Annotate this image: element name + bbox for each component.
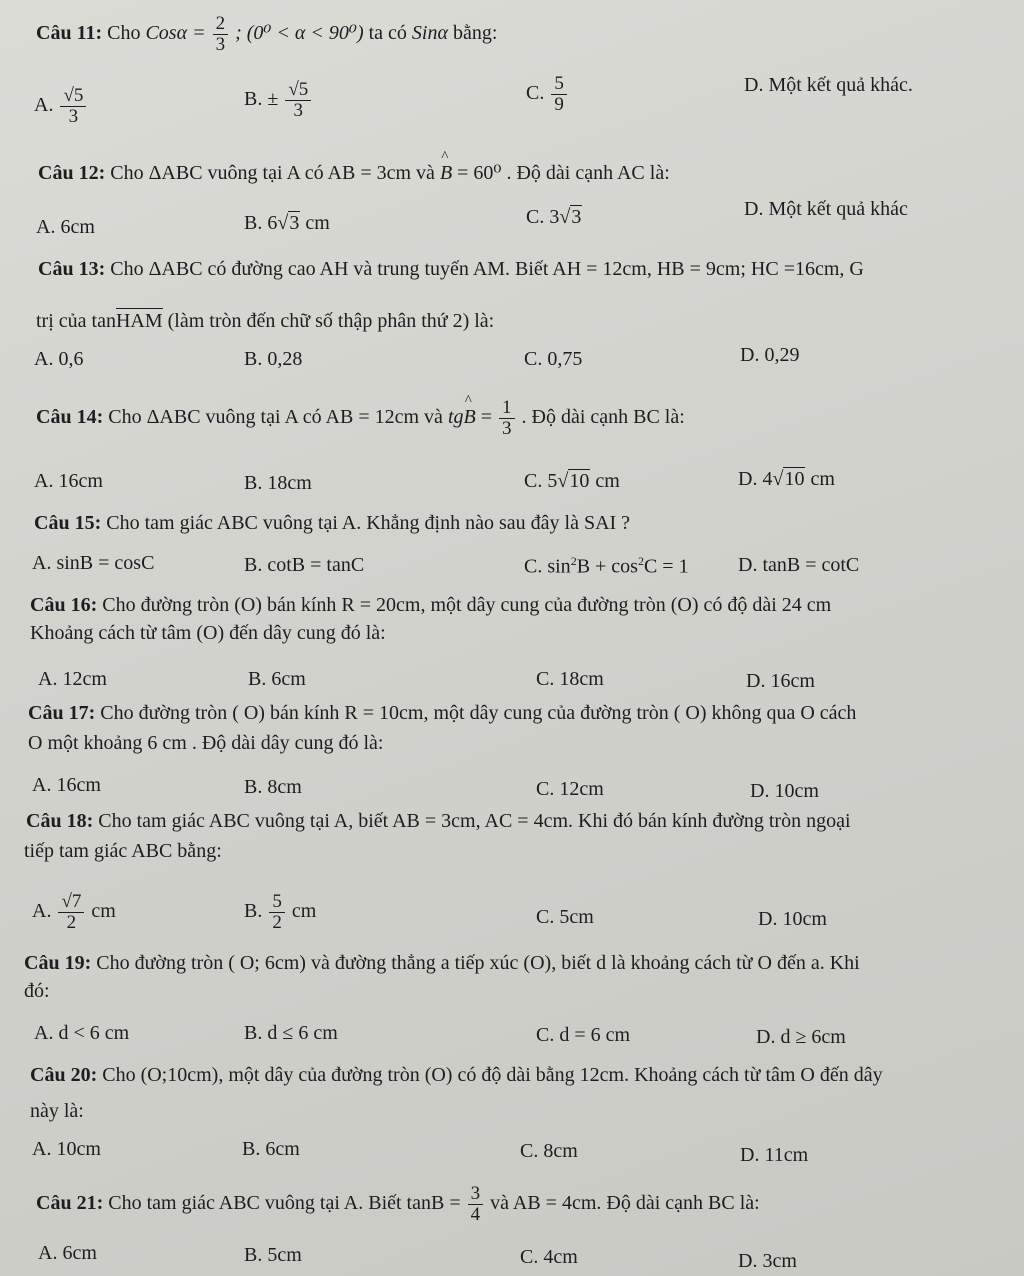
q12-stem: Câu 12: Cho ΔABC vuông tại A có AB = 3cm và ^ B = 60⁰ . Độ dài cạnh AC là: — [38, 160, 670, 185]
q15-option-a[interactable]: A. sinB = cosC — [32, 552, 155, 574]
q19-option-c[interactable]: C. d = 6 cm — [536, 1024, 631, 1046]
q18-option-a[interactable]: A. $\frac{√7}{2}$ cm — [32, 891, 116, 933]
q12-option-b[interactable]: B. 6√3 cm — [244, 212, 330, 234]
q11-fraction: $\frac{2}{3}$ — [213, 14, 229, 55]
q16-option-a[interactable]: A. 12cm — [38, 668, 107, 690]
q16-stem-line2: Khoảng cách từ tâm (O) đến dây cung đó là: — [30, 622, 386, 644]
q20-option-d[interactable]: D. 11cm — [740, 1144, 809, 1166]
q11-label: Câu 11: — [36, 22, 103, 45]
q15-option-b[interactable]: B. cotB = tanC — [244, 554, 365, 576]
q12-label: Câu 12: — [38, 162, 106, 184]
q21-stem: Câu 21: Cho tam giác ABC vuông tại A. Biết tanB = $\frac{3}{4}$ và AB = 4cm. Độ dài cạnh BC là: — [36, 1183, 760, 1225]
q21-option-b[interactable]: B. 5cm — [244, 1244, 302, 1266]
q11-option-c[interactable]: C. $\frac{5}{9}$ — [526, 74, 569, 115]
q17-option-c[interactable]: C. 12cm — [536, 778, 604, 800]
q17-stem: Câu 17: Cho đường tròn ( O) bán kính R = 10cm, một dây cung của đường tròn ( O) không qua O cách — [28, 702, 857, 724]
q11-option-a[interactable]: A. $\frac{√5}{3}$ — [34, 86, 88, 127]
q21-option-a[interactable]: A. 6cm — [38, 1242, 97, 1264]
q20-option-c[interactable]: C. 8cm — [520, 1140, 578, 1162]
q11-option-d[interactable]: D. Một kết quả khác. — [744, 74, 913, 96]
q14-stem: Câu 14: Cho ΔABC vuông tại A có AB = 12cm và tg^ B = $\frac{1}{3}$ . Độ dài cạnh BC là: — [36, 398, 685, 439]
q14-option-d[interactable]: D. 4√10 cm — [738, 468, 835, 490]
q18-label: Câu 18: — [26, 810, 94, 832]
q17-stem-line2: O một khoảng 6 cm . Độ dài dây cung đó là: — [28, 732, 384, 754]
q11-option-b[interactable]: B. ± $\frac{√5}{3}$ — [244, 80, 313, 121]
q12-option-d[interactable]: D. Một kết quả khác — [744, 198, 908, 220]
q20-stem-line2: này là: — [30, 1100, 84, 1122]
q11-stem: Câu 11: Cho Cosα = $\frac{2}{3}$ ; (0⁰ < α < 90⁰) ta có Sinα bằng: — [36, 13, 498, 55]
q16-label: Câu 16: — [30, 594, 98, 616]
q18-stem: Câu 18: Cho tam giác ABC vuông tại A, biết AB = 3cm, AC = 4cm. Khi đó bán kính đường tròn ngoại — [26, 810, 851, 832]
q16-option-b[interactable]: B. 6cm — [248, 668, 306, 690]
q13-option-b[interactable]: B. 0,28 — [244, 348, 303, 370]
q17-option-d[interactable]: D. 10cm — [750, 780, 819, 802]
q18-option-d[interactable]: D. 10cm — [758, 908, 827, 930]
q15-option-c[interactable]: C. $\sin^2B + \cos^2C = 1$ — [524, 554, 689, 578]
q19-option-d[interactable]: D. d ≥ 6cm — [756, 1026, 846, 1048]
q12-option-a[interactable]: A. 6cm — [36, 216, 95, 238]
q20-option-a[interactable]: A. 10cm — [32, 1138, 101, 1160]
q16-option-c[interactable]: C. 18cm — [536, 668, 604, 690]
q20-stem: Câu 20: Cho (O;10cm), một dây của đường tròn (O) có độ dài bằng 12cm. Khoảng cách từ tâm O đến dây — [30, 1064, 883, 1086]
q20-label: Câu 20: — [30, 1064, 98, 1086]
q21-option-c[interactable]: C. 4cm — [520, 1246, 578, 1268]
q15-label: Câu 15: — [34, 512, 102, 534]
q13-label: Câu 13: — [38, 258, 106, 280]
q14-option-b[interactable]: B. 18cm — [244, 472, 312, 494]
q13-option-d[interactable]: D. 0,29 — [740, 344, 800, 366]
q20-option-b[interactable]: B. 6cm — [242, 1138, 300, 1160]
q18-stem-line2: tiếp tam giác ABC bằng: — [24, 840, 222, 862]
q15-option-d[interactable]: D. tanB = cotC — [738, 554, 860, 576]
q14-label: Câu 14: — [36, 406, 104, 429]
q19-option-a[interactable]: A. d < 6 cm — [34, 1022, 130, 1044]
q14-option-a[interactable]: A. 16cm — [34, 470, 103, 492]
q18-option-c[interactable]: C. 5cm — [536, 906, 594, 928]
q21-label: Câu 21: — [36, 1192, 104, 1215]
q17-option-b[interactable]: B. 8cm — [244, 776, 302, 798]
q13-stem-line2: trị của tanHAM (làm tròn đến chữ số thập phân thứ 2) là: — [36, 310, 495, 332]
q17-option-a[interactable]: A. 16cm — [32, 774, 101, 796]
q17-label: Câu 17: — [28, 702, 96, 724]
q18-option-b[interactable]: B. $\frac{5}{2}$ cm — [244, 891, 317, 933]
q13-option-a[interactable]: A. 0,6 — [34, 348, 84, 370]
q19-label: Câu 19: — [24, 952, 92, 974]
q14-option-c[interactable]: C. 5√10 cm — [524, 470, 620, 492]
q13-stem: Câu 13: Cho ΔABC có đường cao AH và trung tuyến AM. Biết AH = 12cm, HB = 9cm; HC =16cm, G — [38, 258, 864, 280]
q19-option-b[interactable]: B. d ≤ 6 cm — [244, 1022, 338, 1044]
q16-stem: Câu 16: Cho đường tròn (O) bán kính R = 20cm, một dây cung của đường tròn (O) có độ dài 24 cm — [30, 594, 832, 616]
q19-stem-line2: đó: — [24, 980, 50, 1002]
q19-stem: Câu 19: Cho đường tròn ( O; 6cm) và đường thẳng a tiếp xúc (O), biết d là khoảng cách từ O đến a. Khi — [24, 952, 860, 974]
q15-stem: Câu 15: Cho tam giác ABC vuông tại A. Khẳng định nào sau đây là SAI ? — [34, 512, 631, 534]
q12-option-c[interactable]: C. 3√3 — [526, 206, 582, 228]
q21-option-d[interactable]: D. 3cm — [738, 1250, 797, 1272]
q16-option-d[interactable]: D. 16cm — [746, 670, 815, 692]
q13-option-c[interactable]: C. 0,75 — [524, 348, 583, 370]
